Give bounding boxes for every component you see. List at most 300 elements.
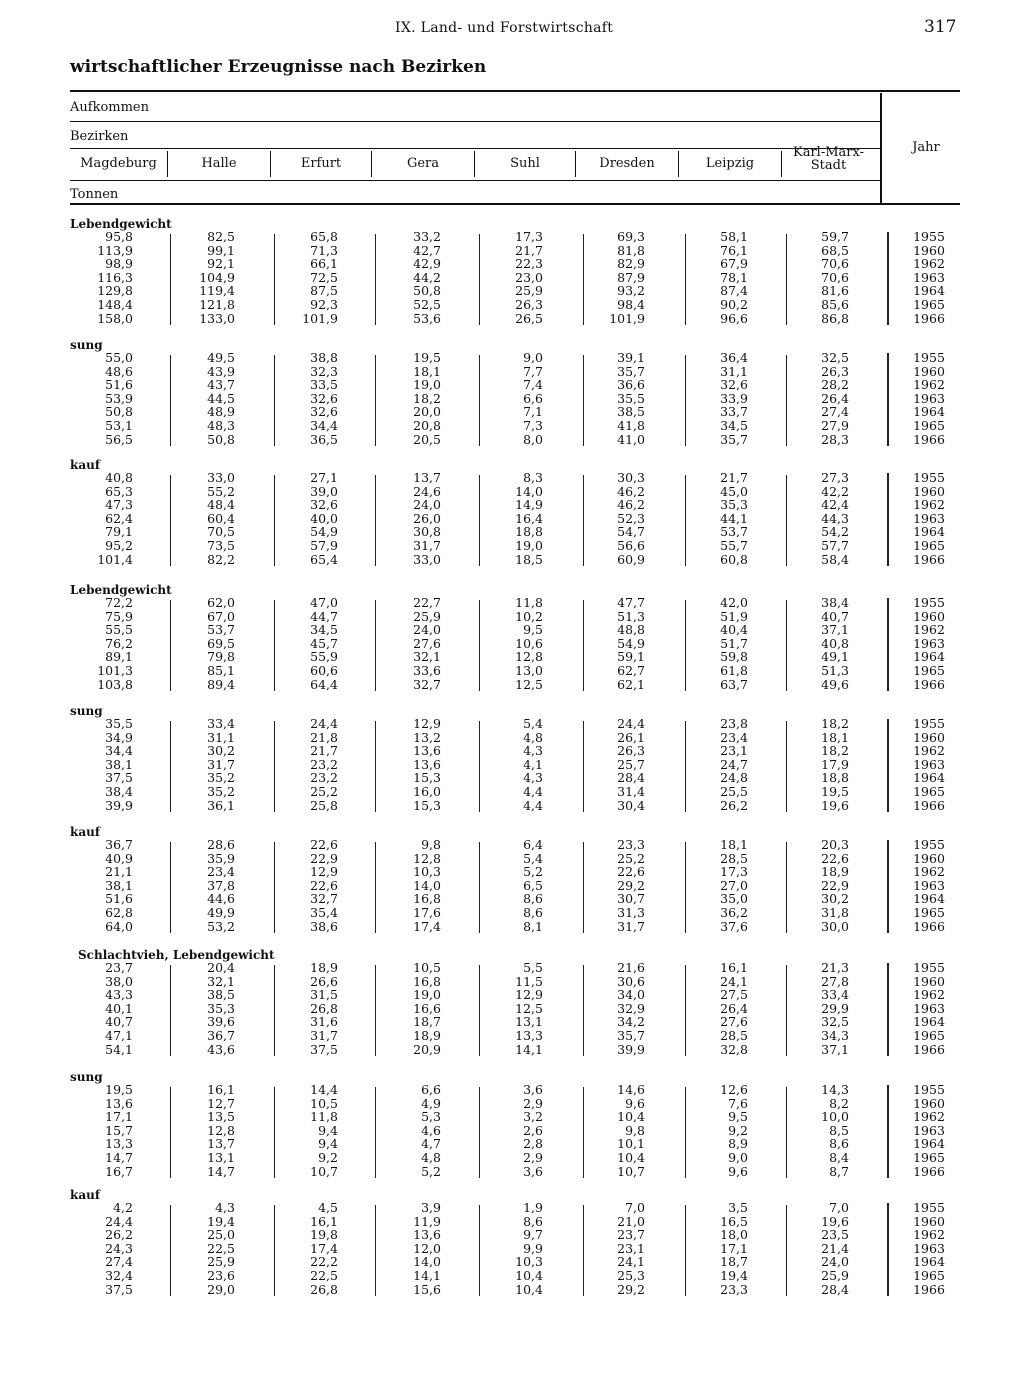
table-cell: 21,3 [821, 960, 849, 975]
table-cell: 23,3 [617, 837, 645, 852]
year-cell: 1965 [913, 297, 945, 312]
table-cell: 61,8 [720, 663, 748, 678]
year-cell: 1955 [913, 470, 945, 485]
year-cell: 1955 [913, 837, 945, 852]
table-cell: 63,7 [720, 676, 748, 692]
table-cell: 27,4 [105, 1254, 133, 1270]
table-cell: 40,8 [105, 470, 133, 485]
table-cell: 37,1 [821, 622, 849, 638]
table-cell: 6,5 [523, 877, 543, 893]
table-cell: 10,6 [515, 635, 543, 651]
table-cell: 40,8 [821, 635, 849, 651]
table-cell: 82,2 [207, 551, 235, 567]
table-cell: 28,2 [821, 377, 849, 393]
table-cell: 48,9 [207, 404, 235, 420]
table-cell: 50,8 [413, 283, 441, 299]
year-cell: 1966 [913, 797, 945, 813]
table-cell: 13,3 [105, 1136, 133, 1152]
table-cell: 119,4 [199, 283, 235, 299]
table-cell: 34,9 [105, 729, 133, 745]
table-cell: 30,7 [617, 891, 645, 907]
table-cell: 55,9 [310, 649, 338, 665]
table-cell: 16,8 [413, 891, 441, 907]
year-cell: 1966 [913, 676, 945, 692]
column-header-divider [781, 151, 782, 177]
table-cell: 44,5 [207, 390, 235, 406]
table-cell: 7,0 [829, 1200, 849, 1215]
table-cell: 22,9 [821, 877, 849, 893]
table-cell: 35,2 [207, 770, 235, 786]
column-header-divider [678, 151, 679, 177]
year-cell: 1962 [913, 256, 945, 272]
table-cell: 70,6 [821, 256, 849, 272]
table-cell: 20,8 [413, 418, 441, 433]
table-cell: 20,4 [207, 960, 235, 975]
table-cell: 8,1 [523, 918, 543, 934]
table-cell: 10,3 [515, 1254, 543, 1270]
table-cell: 95,8 [105, 229, 133, 244]
table-cell: 13,6 [413, 756, 441, 772]
table-cell: 22,7 [413, 595, 441, 610]
table-cell: 24,0 [413, 497, 441, 513]
table-cell: 92,1 [207, 256, 235, 272]
table-cell: 33,4 [207, 716, 235, 731]
table-cell: 4,3 [523, 770, 543, 786]
table-cell: 113,9 [97, 242, 133, 258]
table-cell: 51,3 [617, 608, 645, 624]
table-cell: 35,7 [617, 1028, 645, 1043]
table-cell: 17,4 [413, 918, 441, 934]
table-cell: 27,5 [720, 987, 748, 1003]
table-cell: 47,1 [105, 1028, 133, 1043]
table-cell: 8,6 [829, 1136, 849, 1152]
table-cell: 21,7 [720, 470, 748, 485]
section-label: sung [70, 338, 103, 352]
table-cell: 47,3 [105, 497, 133, 513]
table-cell: 68,5 [821, 242, 849, 258]
year-cell: 1964 [913, 1254, 945, 1270]
table-cell: 89,1 [105, 649, 133, 665]
table-cell: 25,5 [720, 784, 748, 799]
table-cell: 4,4 [523, 797, 543, 813]
table-cell: 85,1 [207, 663, 235, 678]
table-cell: 18,5 [515, 551, 543, 567]
table-cell: 101,9 [302, 310, 338, 326]
year-cell: 1962 [913, 987, 945, 1003]
table-cell: 44,2 [413, 269, 441, 285]
table-cell: 12,8 [207, 1122, 235, 1138]
table-cell: 14,4 [310, 1082, 338, 1097]
table-cell: 29,2 [617, 877, 645, 893]
table-cell: 16,7 [105, 1163, 133, 1179]
year-cell: 1966 [913, 1163, 945, 1179]
table-cell: 42,2 [821, 483, 849, 499]
table-cell: 79,1 [105, 524, 133, 540]
table-cell: 81,8 [617, 242, 645, 258]
year-cell: 1964 [913, 649, 945, 665]
table-cell: 20,3 [821, 837, 849, 852]
table-cell: 13,6 [413, 743, 441, 759]
table-cell: 8,2 [829, 1095, 849, 1111]
table-cell: 64,4 [310, 676, 338, 692]
table-cell: 96,6 [720, 310, 748, 326]
section-label: kauf [70, 825, 100, 839]
table-cell: 30,8 [413, 524, 441, 540]
table-cell: 21,6 [617, 960, 645, 975]
table-cell: 54,7 [617, 524, 645, 540]
year-cell: 1965 [913, 418, 945, 433]
table-cell: 13,5 [207, 1109, 235, 1125]
table-cell: 99,1 [207, 242, 235, 258]
table-cell: 9,2 [728, 1122, 748, 1138]
table-cell: 28,5 [720, 850, 748, 866]
table-cell: 32,1 [207, 973, 235, 989]
table-cell: 14,7 [207, 1163, 235, 1179]
table-cell: 41,0 [617, 431, 645, 447]
year-cell: 1960 [913, 1095, 945, 1111]
table-cell: 121,8 [199, 297, 235, 312]
table-cell: 1,9 [523, 1200, 543, 1215]
year-cell: 1960 [913, 242, 945, 258]
table-cell: 18,1 [821, 729, 849, 745]
table-cell: 25,8 [310, 797, 338, 813]
table-cell: 70,5 [207, 524, 235, 540]
table-cell: 22,6 [821, 850, 849, 866]
table-cell: 46,2 [617, 497, 645, 513]
table-cell: 55,7 [720, 538, 748, 553]
table-cell: 20,5 [413, 431, 441, 447]
table-cell: 24,4 [617, 716, 645, 731]
table-cell: 42,9 [413, 256, 441, 272]
table-cell: 18,2 [821, 743, 849, 759]
table-cell: 21,1 [105, 864, 133, 880]
table-cell: 62,8 [105, 905, 133, 920]
table-cell: 30,3 [617, 470, 645, 485]
section-label: kauf [70, 1188, 100, 1202]
year-cell: 1965 [913, 538, 945, 553]
year-cell: 1964 [913, 770, 945, 786]
year-cell: 1965 [913, 1028, 945, 1043]
table-cell: 47,7 [617, 595, 645, 610]
table-cell: 36,4 [720, 350, 748, 365]
table-cell: 28,4 [821, 1281, 849, 1297]
table-cell: 40,4 [720, 622, 748, 638]
year-cell: 1955 [913, 1082, 945, 1097]
table-cell: 10,1 [617, 1136, 645, 1152]
year-cell: 1960 [913, 729, 945, 745]
table-cell: 19,0 [413, 987, 441, 1003]
table-cell: 49,1 [821, 649, 849, 665]
table-cell: 8,6 [523, 1213, 543, 1229]
table-cell: 23,4 [720, 729, 748, 745]
table-cell: 44,7 [310, 608, 338, 624]
table-cell: 9,9 [523, 1240, 543, 1256]
header-rule-2 [70, 148, 880, 149]
column-header-divider [371, 151, 372, 177]
table-cell: 19,0 [515, 538, 543, 553]
table-cell: 31,7 [617, 918, 645, 934]
table-cell: 16,5 [720, 1213, 748, 1229]
column-header: Suhl [510, 156, 540, 171]
table-cell: 25,3 [617, 1268, 645, 1283]
year-cell: 1966 [913, 1041, 945, 1057]
table-cell: 35,4 [310, 905, 338, 920]
column-header-divider [575, 151, 576, 177]
table-cell: 50,8 [207, 431, 235, 447]
year-cell: 1962 [913, 864, 945, 880]
table-cell: 47,0 [310, 595, 338, 610]
table-cell: 37,1 [821, 1041, 849, 1057]
table-cell: 12,8 [413, 850, 441, 866]
table-cell: 28,6 [207, 837, 235, 852]
table-cell: 31,7 [413, 538, 441, 553]
table-cell: 3,6 [523, 1082, 543, 1097]
table-cell: 12,9 [413, 716, 441, 731]
table-cell: 53,7 [720, 524, 748, 540]
table-cell: 44,1 [720, 510, 748, 526]
table-cell: 18,7 [720, 1254, 748, 1270]
table-cell: 49,9 [207, 905, 235, 920]
table-cell: 37,8 [207, 877, 235, 893]
table-cell: 51,7 [720, 635, 748, 651]
table-cell: 31,5 [310, 987, 338, 1003]
table-cell: 59,1 [617, 649, 645, 665]
table-cell: 60,4 [207, 510, 235, 526]
table-cell: 17,9 [821, 756, 849, 772]
table-cell: 26,1 [617, 729, 645, 745]
table-cell: 4,4 [523, 784, 543, 799]
table-cell: 3,9 [421, 1200, 441, 1215]
table-cell: 58,4 [821, 551, 849, 567]
table-title: wirtschaftlicher Erzeugnisse nach Bezirken [70, 57, 487, 77]
table-cell: 37,5 [310, 1041, 338, 1057]
year-cell: 1955 [913, 350, 945, 365]
table-cell: 32,8 [720, 1041, 748, 1057]
table-cell: 58,1 [720, 229, 748, 244]
table-cell: 101,3 [97, 663, 133, 678]
table-cell: 4,8 [523, 729, 543, 745]
table-cell: 52,3 [617, 510, 645, 526]
table-cell: 15,3 [413, 797, 441, 813]
column-header-divider [474, 151, 475, 177]
table-cell: 10,4 [617, 1150, 645, 1165]
table-cell: 23,3 [720, 1281, 748, 1297]
table-cell: 65,8 [310, 229, 338, 244]
table-cell: 26,5 [515, 310, 543, 326]
table-cell: 33,2 [413, 229, 441, 244]
table-cell: 18,8 [821, 770, 849, 786]
table-cell: 55,0 [105, 350, 133, 365]
table-cell: 32,6 [310, 404, 338, 420]
jahr-header: Jahr [912, 140, 940, 155]
table-cell: 71,3 [310, 242, 338, 258]
year-cell: 1962 [913, 622, 945, 638]
table-cell: 18,0 [720, 1227, 748, 1243]
table-cell: 39,0 [310, 483, 338, 499]
year-cell: 1965 [913, 784, 945, 799]
column-header: Erfurt [300, 156, 342, 171]
table-cell: 4,9 [421, 1095, 441, 1111]
table-cell: 27,4 [821, 404, 849, 420]
table-cell: 54,1 [105, 1041, 133, 1057]
table-cell: 39,9 [105, 797, 133, 813]
table-cell: 35,3 [207, 1000, 235, 1016]
table-cell: 23,7 [617, 1227, 645, 1243]
table-cell: 15,3 [413, 770, 441, 786]
table-cell: 14,0 [515, 483, 543, 499]
table-cell: 24,7 [720, 756, 748, 772]
table-cell: 24,1 [617, 1254, 645, 1270]
section-label: kauf [70, 458, 100, 472]
table-cell: 32,3 [310, 363, 338, 379]
table-cell: 13,1 [515, 1014, 543, 1030]
section-label: Lebendgewicht [70, 217, 172, 231]
table-cell: 103,8 [97, 676, 133, 692]
table-cell: 24,0 [821, 1254, 849, 1270]
table-cell: 32,7 [413, 676, 441, 692]
table-cell: 39,1 [617, 350, 645, 365]
year-cell: 1962 [913, 497, 945, 513]
year-cell: 1965 [913, 1150, 945, 1165]
table-cell: 18,9 [413, 1028, 441, 1043]
table-cell: 25,9 [413, 608, 441, 624]
table-cell: 23,2 [310, 756, 338, 772]
table-cell: 59,8 [720, 649, 748, 665]
table-cell: 34,3 [821, 1028, 849, 1043]
table-cell: 30,4 [617, 797, 645, 813]
table-cell: 50,8 [105, 404, 133, 420]
table-cell: 8,3 [523, 470, 543, 485]
table-cell: 5,5 [523, 960, 543, 975]
table-cell: 65,3 [105, 483, 133, 499]
table-cell: 26,8 [310, 1000, 338, 1016]
table-cell: 48,4 [207, 497, 235, 513]
table-cell: 34,5 [310, 622, 338, 638]
year-cell: 1962 [913, 743, 945, 759]
table-cell: 16,1 [720, 960, 748, 975]
table-cell: 34,5 [720, 418, 748, 433]
column-header: Karl-Marx- Stadt [793, 145, 864, 173]
year-cell: 1962 [913, 1109, 945, 1125]
table-cell: 23,4 [207, 864, 235, 880]
table-cell: 15,6 [413, 1281, 441, 1297]
table-cell: 82,5 [207, 229, 235, 244]
table-cell: 37,5 [105, 770, 133, 786]
table-cell: 26,8 [310, 1281, 338, 1297]
table-cell: 18,1 [413, 363, 441, 379]
table-cell: 13,2 [413, 729, 441, 745]
table-cell: 22,9 [310, 850, 338, 866]
section-label: sung [70, 704, 103, 718]
table-cell: 89,4 [207, 676, 235, 692]
table-cell: 13,1 [207, 1150, 235, 1165]
year-cell: 1963 [913, 1122, 945, 1138]
table-cell: 38,4 [821, 595, 849, 610]
table-cell: 10,4 [617, 1109, 645, 1125]
table-cell: 38,5 [617, 404, 645, 420]
table-cell: 22,6 [617, 864, 645, 880]
table-cell: 9,0 [728, 1150, 748, 1165]
table-cell: 65,4 [310, 551, 338, 567]
table-cell: 3,5 [728, 1200, 748, 1215]
table-cell: 17,6 [413, 905, 441, 920]
table-cell: 7,4 [523, 377, 543, 393]
table-cell: 5,2 [523, 864, 543, 880]
table-cell: 19,4 [207, 1213, 235, 1229]
table-cell: 31,1 [207, 729, 235, 745]
table-cell: 59,7 [821, 229, 849, 244]
year-cell: 1960 [913, 608, 945, 624]
table-cell: 31,1 [720, 363, 748, 379]
table-cell: 45,0 [720, 483, 748, 499]
table-cell: 76,1 [720, 242, 748, 258]
table-cell: 21,4 [821, 1240, 849, 1256]
table-cell: 32,6 [720, 377, 748, 393]
table-cell: 16,1 [310, 1213, 338, 1229]
table-cell: 19,8 [310, 1227, 338, 1243]
table-cell: 60,9 [617, 551, 645, 567]
table-cell: 22,5 [310, 1268, 338, 1283]
table-cell: 53,7 [207, 622, 235, 638]
column-header: Halle [201, 156, 237, 171]
year-cell: 1962 [913, 377, 945, 393]
table-cell: 25,0 [207, 1227, 235, 1243]
table-cell: 19,0 [413, 377, 441, 393]
table-cell: 44,6 [207, 891, 235, 907]
table-cell: 13,7 [207, 1136, 235, 1152]
table-cell: 82,9 [617, 256, 645, 272]
table-cell: 11,8 [310, 1109, 338, 1125]
table-cell: 14,6 [617, 1082, 645, 1097]
table-cell: 9,6 [625, 1095, 645, 1111]
table-cell: 31,3 [617, 905, 645, 920]
table-cell: 22,5 [207, 1240, 235, 1256]
table-cell: 11,5 [515, 973, 543, 989]
table-cell: 49,6 [821, 676, 849, 692]
table-cell: 54,2 [821, 524, 849, 540]
table-cell: 56,6 [617, 538, 645, 553]
table-cell: 158,0 [97, 310, 133, 326]
table-cell: 72,2 [105, 595, 133, 610]
table-cell: 44,3 [821, 510, 849, 526]
table-cell: 49,5 [207, 350, 235, 365]
table-cell: 24,8 [720, 770, 748, 786]
table-cell: 13,6 [105, 1095, 133, 1111]
table-cell: 24,1 [720, 973, 748, 989]
table-cell: 23,1 [617, 1240, 645, 1256]
table-cell: 51,6 [105, 377, 133, 393]
table-cell: 14,1 [413, 1268, 441, 1283]
table-cell: 35,9 [207, 850, 235, 866]
table-cell: 43,3 [105, 987, 133, 1003]
table-cell: 30,6 [617, 973, 645, 989]
column-header: Gera [406, 156, 440, 171]
table-cell: 62,7 [617, 663, 645, 678]
table-cell: 40,1 [105, 1000, 133, 1016]
table-cell: 41,8 [617, 418, 645, 433]
table-cell: 18,2 [413, 390, 441, 406]
table-cell: 12,0 [413, 1240, 441, 1256]
table-cell: 19,6 [821, 1213, 849, 1229]
table-cell: 10,5 [413, 960, 441, 975]
table-cell: 18,8 [515, 524, 543, 540]
table-cell: 67,9 [720, 256, 748, 272]
table-cell: 12,5 [515, 1000, 543, 1016]
year-cell: 1966 [913, 918, 945, 934]
table-cell: 36,1 [207, 797, 235, 813]
table-cell: 33,4 [821, 987, 849, 1003]
table-cell: 12,9 [515, 987, 543, 1003]
